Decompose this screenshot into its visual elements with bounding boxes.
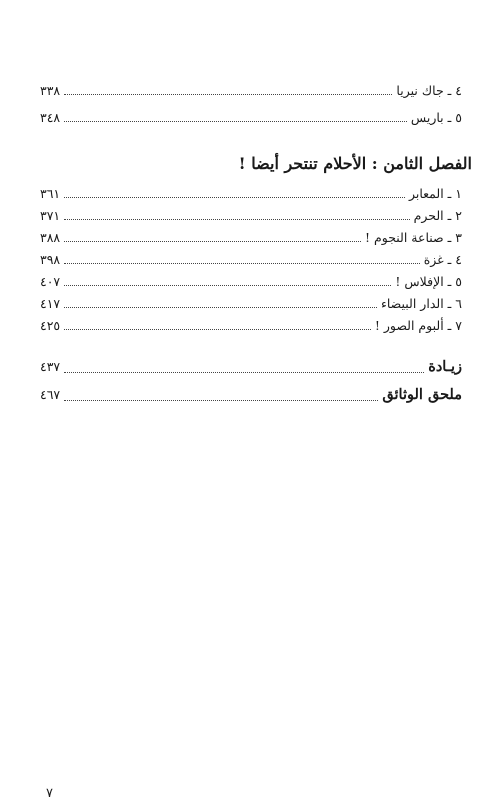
dot-leader [64,197,405,198]
toc-entry [40,185,462,203]
toc-entry-label: ٥ ـ باريس [410,110,462,125]
toc-entry-page: ٤٠٧ [40,274,61,289]
toc-entry-addition [40,356,462,378]
chapter-heading: الفصل الثامن : الأحلام تنتحر أيضا ! [238,154,472,173]
toc-entry-label: ١ ـ المعابر [408,186,462,201]
toc-entry [40,317,462,335]
toc-entry [40,273,462,291]
dot-leader [64,307,377,308]
toc-entry-page: ٣٨٨ [40,230,61,245]
dot-leader [64,121,407,122]
dot-leader [64,263,420,264]
toc-entry-label: ٣ ـ صناعة النجوم ! [365,230,462,245]
toc-entry-label: ٦ ـ الدار البيضاء [380,296,462,311]
toc-entry-page: ٣٧١ [40,208,61,223]
toc-entry [40,295,462,313]
dot-leader [64,372,424,373]
toc-entry-page: ٤١٧ [40,296,61,311]
toc-entry-label: ٥ ـ الإفلاس ! [395,274,462,289]
toc-entry-label: ٤ ـ غزة [423,252,462,267]
toc-entry-label: ٤ ـ جاك نيريا [396,83,462,98]
toc-entry-paris [40,109,462,127]
toc-entry-page: ٣٤٨ [40,110,61,125]
toc-entry-page: ٣٦١ [40,186,61,201]
toc-entry-page: ٤٢٥ [40,318,61,333]
dot-leader [64,219,410,220]
toc-entry [40,229,462,247]
toc-entry-label: ٧ ـ ألبوم الصور ! [374,318,462,333]
toc-entry-page: ٤٣٧ [40,359,61,374]
toc-entry-label: زيـادة [428,358,462,375]
toc-entry-page: ٤٦٧ [40,387,61,402]
page-number: ٧ [46,786,53,801]
toc-entry [40,251,462,269]
toc-entry-label: ملحق الوثائق [382,386,462,403]
toc-entry-page: ٣٣٨ [40,83,61,98]
dot-leader [64,400,378,401]
dot-leader [64,329,371,330]
toc-entry-jack-neria [40,82,462,100]
toc-entry-page: ٣٩٨ [40,252,61,267]
dot-leader [64,285,391,286]
toc-entry-label: ٢ ـ الحرم [413,208,462,223]
dot-leader [64,94,392,95]
toc-entry-documents-appendix [40,384,462,406]
toc-entry [40,207,462,225]
dot-leader [64,241,361,242]
